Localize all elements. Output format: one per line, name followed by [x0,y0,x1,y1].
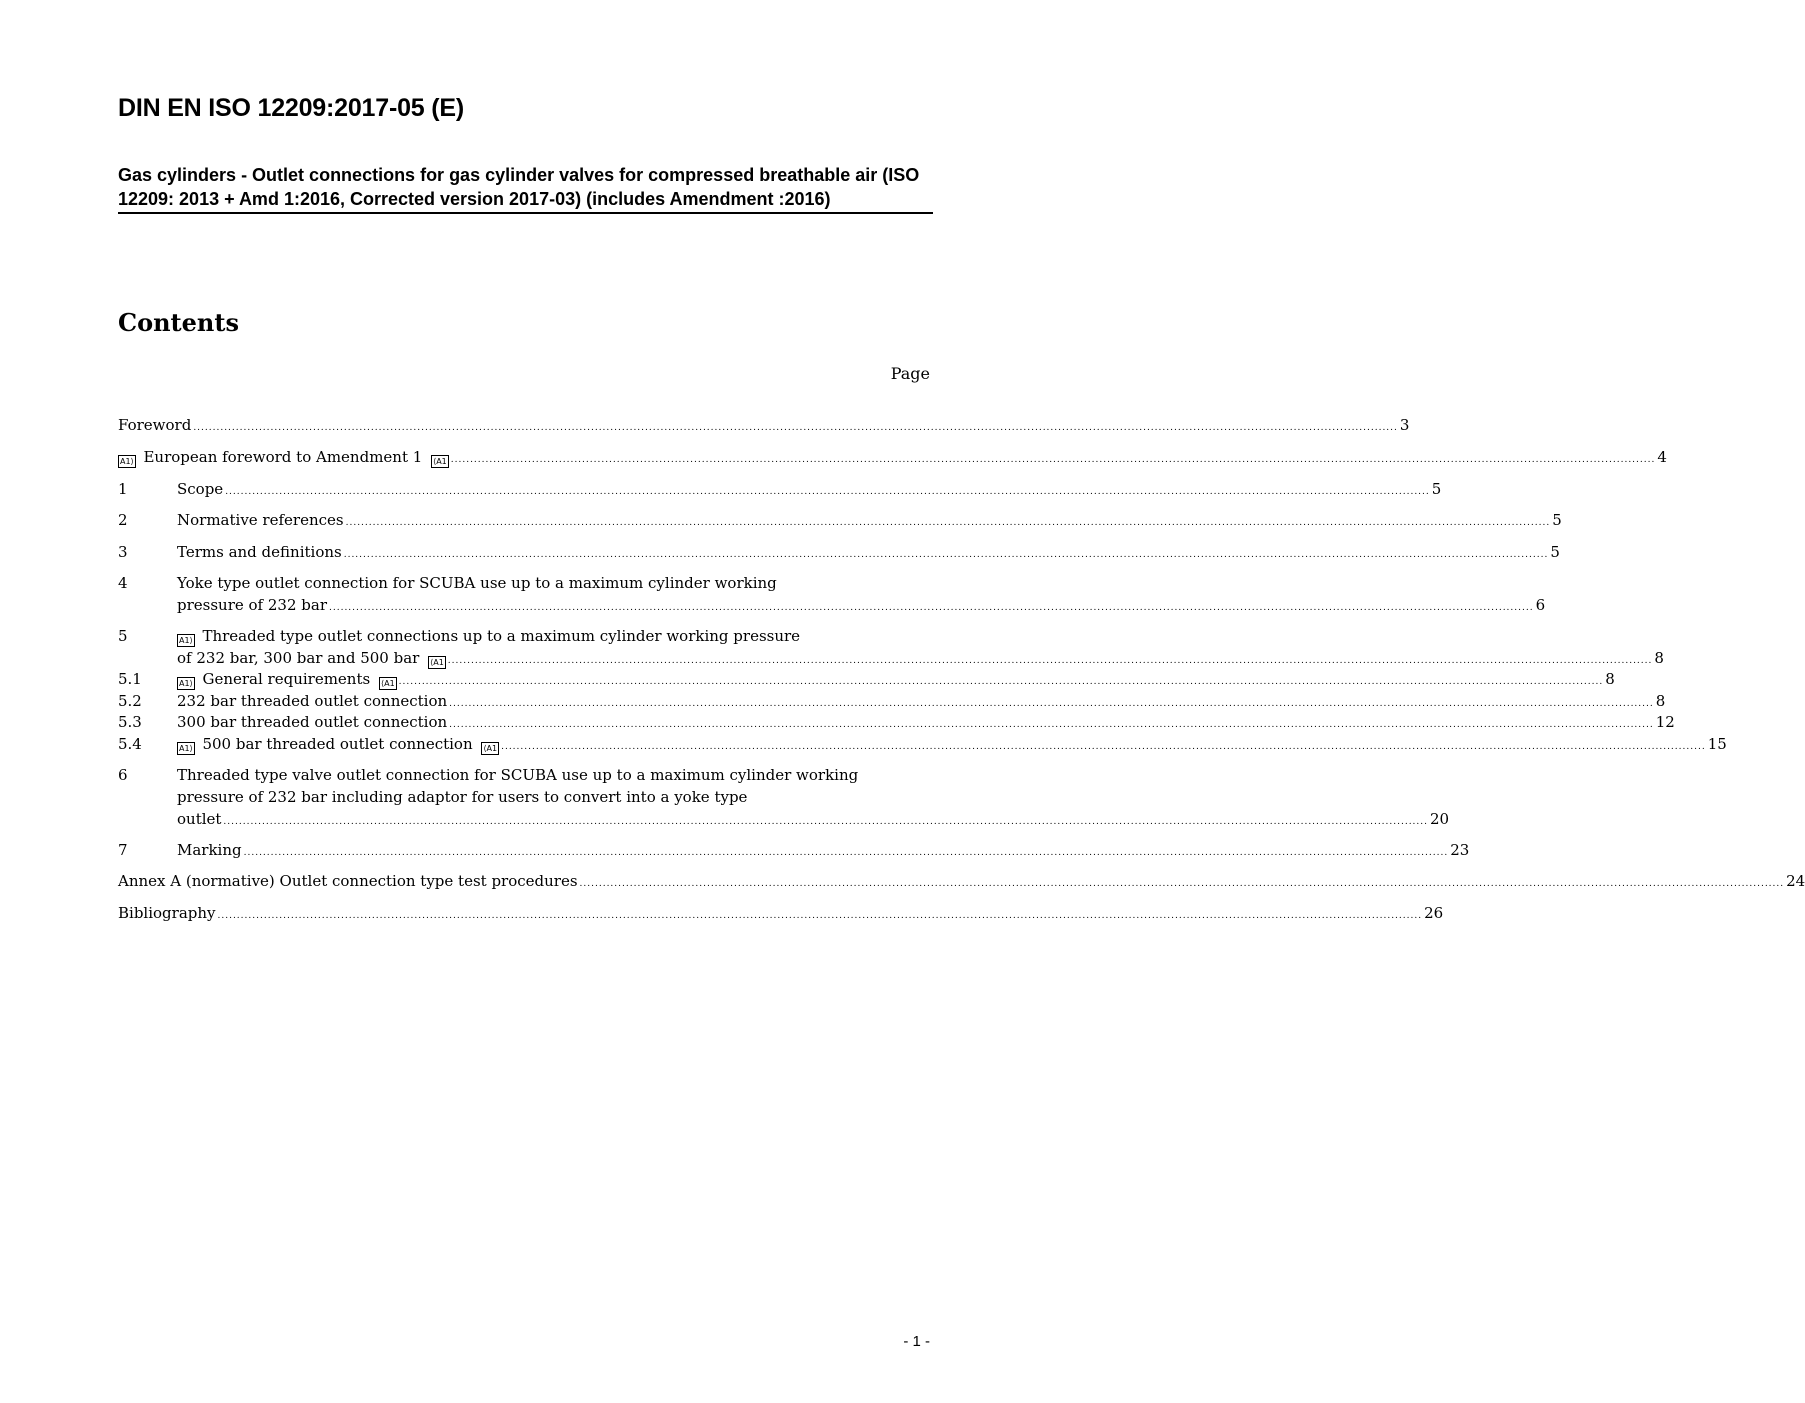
toc-entry-title-line: Yoke type outlet connection for SCUBA use up to a maximum cylinder working [177,574,777,592]
toc-entry-title-line: Threaded type outlet connections up to a maximum cylinder working pressure [202,627,801,645]
dot-leader: ........................................................................................................................................................................................................................................................................................................................ [449,720,1654,730]
toc-entry-normative-references[interactable] [118,509,1562,534]
page-column-label: Page [890,364,930,383]
toc-entry-number: 3 [118,543,128,561]
dot-leader: ........................................................................................................................................................................................................................................................................................................................ [329,603,1534,613]
toc-entry-number: 5 [118,627,128,645]
toc-entry-page: 4 [1657,448,1667,466]
toc-entry-title-line: Threaded type valve outlet connection for SCUBA use up to a maximum cylinder working pressure of 232 bar including adaptor for users to convert into a yoke type [177,766,859,806]
toc-entry-page: 23 [1450,841,1470,859]
amendment-start-icon: A1⟩ [120,457,134,466]
toc-entry-yoke-type[interactable] [118,572,1546,619]
dot-leader: ........................................................................................................................................................................................................................................................................................................................ [225,487,1430,497]
toc-entry-title: Bibliography [118,904,216,922]
page-number: - 1 - [903,1333,930,1350]
toc-entry-title: 500 bar threaded outlet connection [202,735,473,753]
dot-leader: ........................................................................................................................................................................................................................................................................................................................ [217,911,1423,921]
toc-entry-number: 1 [118,480,128,498]
toc-entry-number: 5.4 [118,735,142,753]
toc-entry-foreword[interactable] [118,414,1410,439]
toc-entry-title: 300 bar threaded outlet connection [177,713,448,731]
document-title: Gas cylinders - Outlet connections for gas cylinder valves for compressed breathable air (ISO 12209: 2013 + Amd 1:2016, Corrected version 2017-03) (includes Amendment :2016) [118,164,933,214]
dot-leader: ........................................................................................................................................................................................................................................................................................................................ [449,699,1654,709]
toc-entry-number: 5.3 [118,713,142,731]
toc-entry-european-foreword[interactable] [118,446,1667,471]
toc-entry-title: Foreword [118,416,192,434]
toc-entry-bibliography[interactable] [118,902,1444,927]
dot-leader: ........................................................................................................................................................................................................................................................................................................................ [579,879,1785,889]
dot-leader: ........................................................................................................................................................................................................................................................................................................................ [345,518,1551,528]
amendment-end-icon: ⟨A1 [380,679,395,688]
dot-leader: ........................................................................................................................................................................................................................................................................................................................ [343,550,1549,560]
amendment-end-icon: ⟨A1 [433,457,447,466]
contents-heading: Contents [118,308,239,337]
toc-entry-title: European foreword to Amendment 1 [143,448,423,466]
toc-entry-title: Terms and definitions [177,543,342,561]
amendment-start-icon: A1⟩ [179,636,193,645]
toc-entry-number: 4 [118,574,128,592]
dot-leader: ........................................................................................................................................................................................................................................................................................................................ [501,742,1706,752]
toc-entry-title: Marking [177,841,242,859]
toc-entry-threaded-valve[interactable] [118,764,1450,833]
toc-entry-page: 20 [1430,810,1450,828]
toc-entry-number: 5.1 [118,670,142,688]
toc-entry-title: General requirements [202,670,371,688]
toc-entry-page: 5 [1431,480,1442,498]
toc-entry-scope[interactable] [118,478,1442,503]
toc-entry-page: 12 [1655,713,1675,731]
toc-entry-number: 5.2 [118,692,142,710]
toc-entry-number: 6 [118,766,128,784]
toc-entry-page: 3 [1399,416,1410,434]
toc-entry-terms-definitions[interactable] [118,541,1560,566]
toc-entry-page: 5 [1550,543,1560,561]
dot-leader: ........................................................................................................................................................................................................................................................................................................................ [243,848,1449,858]
toc-entry-title: Scope [177,480,224,498]
toc-entry-title: outlet [177,810,222,828]
dot-leader: ........................................................................................................................................................................................................................................................................................................................ [450,455,1656,465]
toc-entry-page: 24 [1786,872,1805,890]
toc-entry-number: 2 [118,511,128,529]
amendment-end-icon: ⟨A1 [430,658,444,667]
toc-entry-title: Normative references [177,511,344,529]
toc-entry-annex-a[interactable] [118,870,1805,895]
toc-entry-number: 7 [118,841,128,859]
toc-entry-page: 8 [1605,670,1615,688]
toc-entry-title: pressure of 232 bar [177,596,327,614]
amendment-start-icon: A1⟩ [179,679,193,688]
amendment-end-icon: ⟨A1 [483,744,498,753]
toc-entry-page: 26 [1424,904,1444,922]
dot-leader: ........................................................................................................................................................................................................................................................................................................................ [447,656,1653,666]
dot-leader: ........................................................................................................................................................................................................................................................................................................................ [223,817,1429,827]
toc-entry-page: 6 [1535,596,1546,614]
toc-entry-threaded-type[interactable] [118,625,1664,672]
toc-entry-page: 8 [1654,649,1664,667]
dot-leader: ........................................................................................................................................................................................................................................................................................................................ [193,423,1398,433]
toc-entry-page: 15 [1707,735,1727,753]
document-id: DIN EN ISO 12209:2017-05 (E) [118,94,464,122]
toc-entry-title: of 232 bar, 300 bar and 500 bar [177,649,420,667]
toc-entry-500-bar[interactable] [118,733,1727,758]
toc-entry-title: 232 bar threaded outlet connection [177,692,448,710]
toc-entry-marking[interactable] [118,839,1470,864]
toc-entry-title: Annex A (normative) Outlet connection type test procedures [118,872,578,890]
toc-entry-page: 8 [1655,692,1666,710]
amendment-start-icon: A1⟩ [179,744,193,753]
dot-leader: ........................................................................................................................................................................................................................................................................................................................ [398,677,1604,687]
toc-entry-page: 5 [1552,511,1562,529]
